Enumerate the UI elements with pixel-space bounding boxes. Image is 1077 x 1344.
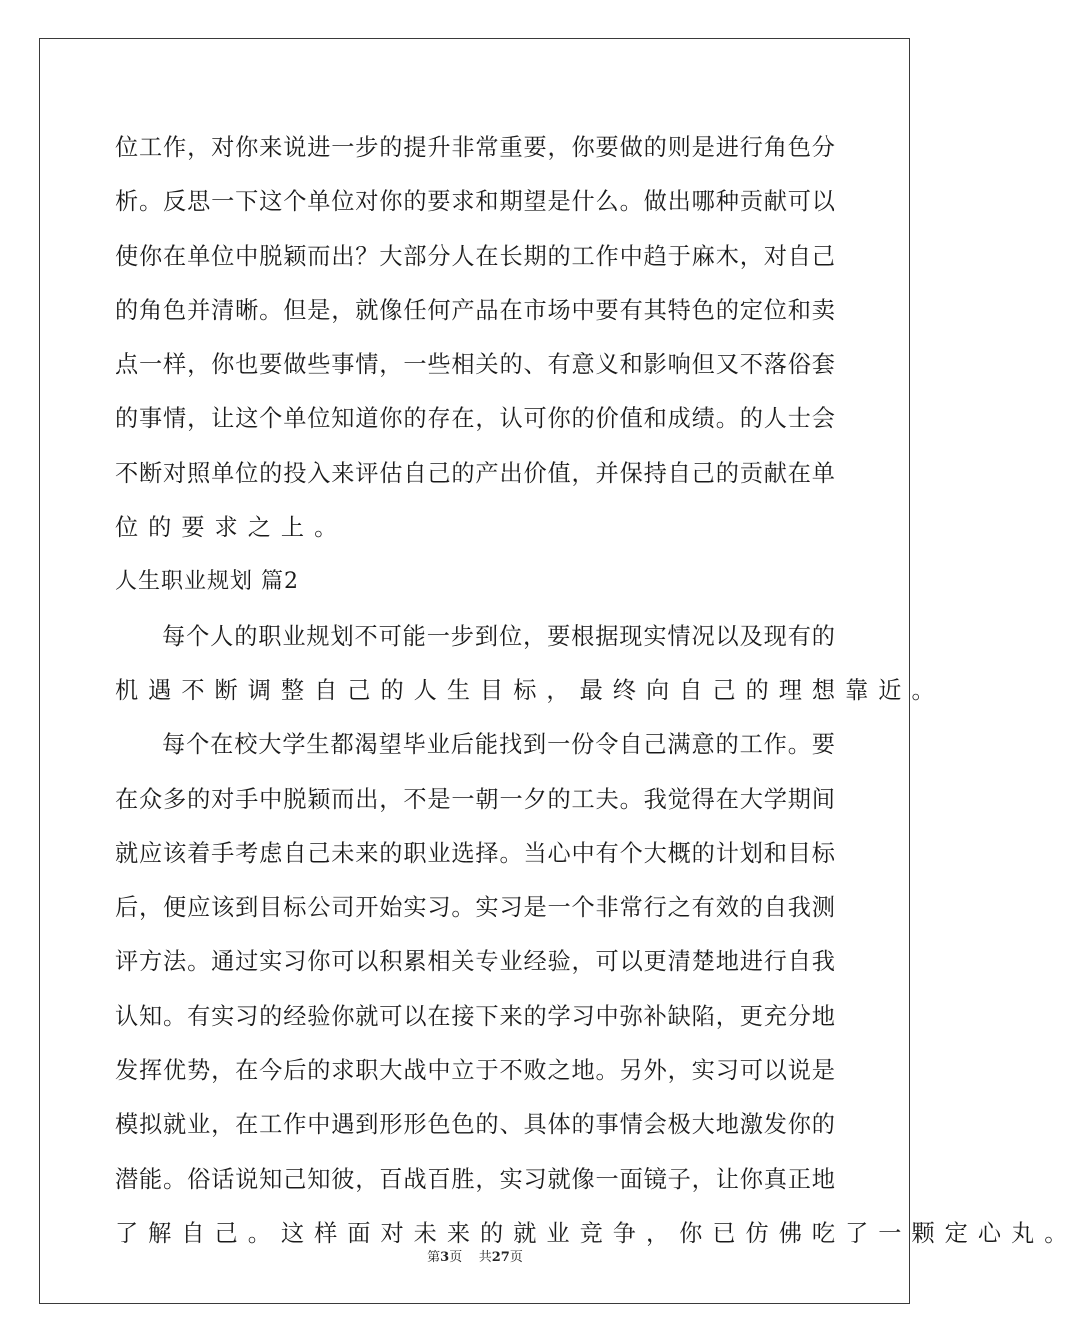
paragraph-line: 潜能。俗话说知己知彼，百战百胜，实习就像一面镜子，让你真正地 (115, 1165, 835, 1193)
page-prefix: 第 (427, 1250, 441, 1265)
paragraph-line: 位工作，对你来说进一步的提升非常重要，你要做的则是进行角色分 (115, 134, 835, 161)
paragraph-line: 了解自己。这样面对未来的就业竞争，你已仿佛吃了一颗定心丸。 (115, 1219, 1077, 1247)
paragraph-line: 评方法。通过实习你可以积累相关专业经验，可以更清楚地进行自我 (115, 948, 835, 976)
paragraph-line: 模拟就业，在工作中遇到形形色色的、具体的事情会极大地激发你的 (115, 1111, 835, 1139)
paragraph-line: 机遇不断调整自己的人生目标，最终向自己的理想靠近。 (115, 676, 945, 704)
paragraph-line: 认知。有实习的经验你就可以在接下来的学习中弥补缺陷，更充分地 (115, 1002, 835, 1030)
paragraph-line: 使你在单位中脱颖而出？大部分人在长期的工作中趋于麻木，对自己 (115, 242, 835, 270)
section-heading: 人生职业规划 篇2 (115, 569, 299, 595)
total-pages: 27 (491, 1250, 510, 1265)
paragraph-line: 位的要求之上。 (115, 514, 348, 542)
paragraph-line: 发挥优势，在今后的求职大战中立于不败之地。另外，实习可以说是 (115, 1057, 835, 1085)
document-body (115, 128, 1077, 1268)
paragraph-line: 每个人的职业规划不可能一步到位，要根据现实情况以及现有的 (162, 622, 835, 650)
paragraph-line: 不断对照单位的投入来评估自己的产出价值，并保持自己的贡献在单 (115, 459, 835, 487)
page-suffix: 页 (449, 1250, 463, 1265)
paragraph-line: 就应该着手考虑自己未来的职业选择。当心中有个大概的计划和目标 (115, 839, 835, 867)
paragraph-line: 析。反思一下这个单位对你的要求和期望是什么。做出哪种贡献可以 (115, 188, 835, 216)
page-number: 3 (440, 1250, 450, 1265)
paragraph-line: 后，便应该到目标公司开始实习。实习是一个非常行之有效的自我测 (115, 894, 835, 922)
paragraph-line: 点一样，你也要做些事情，一些相关的、有意义和影响但又不落俗套 (115, 351, 835, 379)
paragraph-line: 的角色并清晰。但是，就像任何产品在市场中要有其特色的定位和卖 (115, 296, 835, 324)
paragraph-line: 在众多的对手中脱颖而出，不是一朝一夕的工夫。我觉得在大学期间 (115, 785, 835, 813)
total-prefix: 共 (478, 1250, 492, 1265)
paragraph-line: 的事情，让这个单位知道你的存在，认可你的价值和成绩。的人士会 (115, 405, 835, 433)
total-suffix: 页 (509, 1250, 523, 1265)
page-footer (0, 1246, 950, 1265)
paragraph-line: 每个在校大学生都渴望毕业后能找到一份令自己满意的工作。要 (162, 731, 835, 759)
